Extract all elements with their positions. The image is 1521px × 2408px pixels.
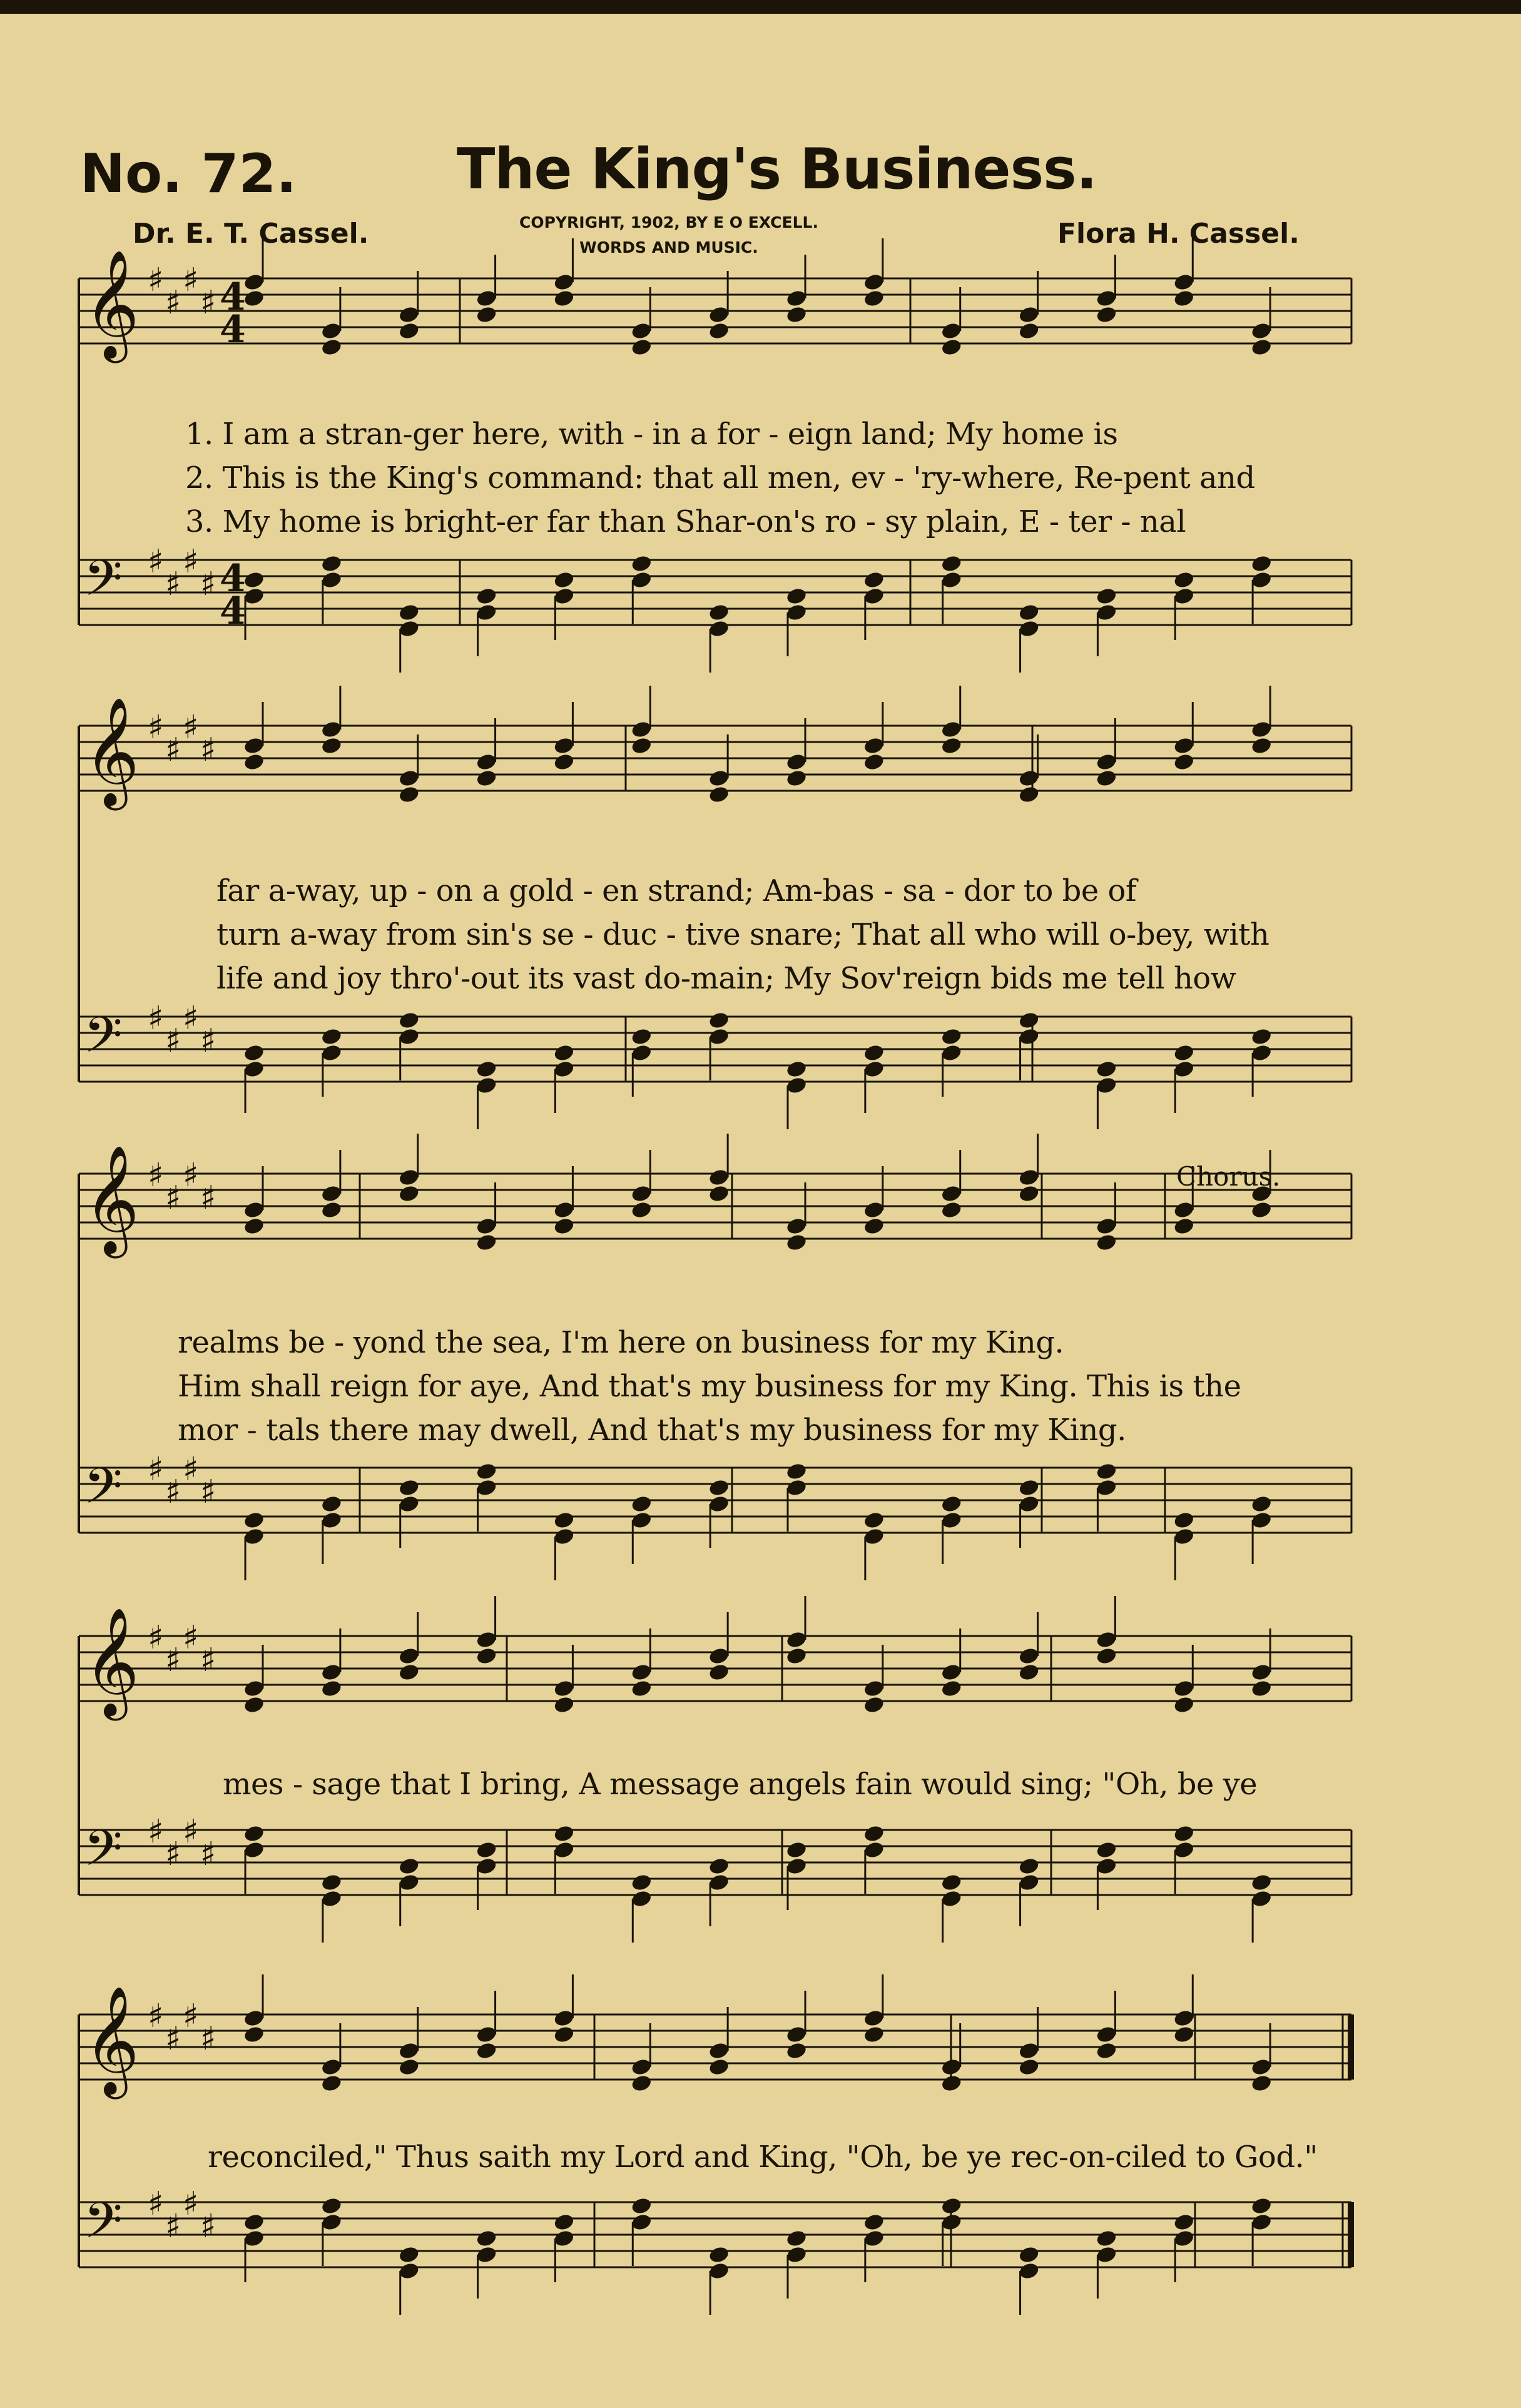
lyric-s2-verse3: life and joy thro'-out its vast do-main; My Sov'reign bids me tell how xyxy=(216,961,1236,996)
note-head xyxy=(398,2245,420,2265)
sharp-icon: ♯ xyxy=(183,543,199,581)
note-head xyxy=(940,1679,963,1699)
note-head xyxy=(398,785,420,805)
sharp-icon: ♯ xyxy=(148,543,164,581)
bass-clef-icon: 𝄢 xyxy=(84,549,123,619)
note-head xyxy=(1173,1695,1195,1715)
sharp-icon: ♯ xyxy=(200,2020,216,2058)
sharp-icon: ♯ xyxy=(200,284,216,322)
sharp-icon: ♯ xyxy=(165,1836,181,1873)
sharp-icon: ♯ xyxy=(148,1619,164,1657)
note-head xyxy=(1018,2058,1040,2077)
note-head xyxy=(940,338,963,357)
note-head xyxy=(630,1201,653,1220)
note-head xyxy=(1096,1841,1118,1860)
time-signature-bottom: 4 xyxy=(220,308,246,352)
note-head xyxy=(243,1511,265,1530)
note-head xyxy=(863,571,885,590)
time-signature-top: 4 xyxy=(220,557,246,601)
note-head xyxy=(630,2197,653,2216)
note-head xyxy=(1250,1027,1273,1047)
note-head xyxy=(785,305,808,325)
note-head xyxy=(1173,571,1195,590)
note-head xyxy=(553,289,576,308)
note-head xyxy=(320,1495,343,1514)
sharp-icon: ♯ xyxy=(148,1451,164,1488)
note-head xyxy=(785,1462,808,1481)
bass-clef-icon: 𝄢 xyxy=(84,1819,123,1889)
lyric-s3-verse2: Him shall reign for aye, And that's my business for my King. This is the xyxy=(178,1369,1241,1404)
note-head xyxy=(320,1201,343,1220)
note-head xyxy=(785,769,808,788)
note-head xyxy=(1096,305,1118,325)
note-head xyxy=(553,753,576,772)
note-head xyxy=(863,2213,885,2232)
note-head xyxy=(1250,1679,1273,1699)
note-head xyxy=(553,2025,576,2045)
note-head xyxy=(553,1695,576,1715)
note-head xyxy=(243,1824,265,1844)
sharp-icon: ♯ xyxy=(148,709,164,746)
note-head xyxy=(553,1217,576,1236)
sharp-icon: ♯ xyxy=(183,1157,199,1194)
sharp-icon: ♯ xyxy=(183,709,199,746)
lyricist-credit: Flora H. Cassel. xyxy=(1057,218,1300,250)
note-head xyxy=(1018,1184,1040,1204)
sharp-icon: ♯ xyxy=(183,262,199,299)
note-head xyxy=(1250,1873,1273,1892)
lyric-s3-verse3: mor - tals there may dwell, And that's my business for my King. xyxy=(178,1413,1126,1448)
note-head xyxy=(785,587,808,606)
bass-clef-icon: 𝄢 xyxy=(84,1457,123,1527)
sharp-icon: ♯ xyxy=(183,2185,199,2223)
note-head xyxy=(320,2074,343,2093)
note-head xyxy=(785,1647,808,1666)
sharp-icon: ♯ xyxy=(183,1451,199,1488)
sharp-icon: ♯ xyxy=(165,731,181,769)
note-head xyxy=(398,1857,420,1876)
time-signature-top: 4 xyxy=(220,275,246,319)
note-head xyxy=(398,2058,420,2077)
note-head xyxy=(553,2213,576,2232)
lyric-s5: reconciled," Thus saith my Lord and King, "Oh, be ye rec-on-ciled to God." xyxy=(208,2140,1318,2175)
sharp-icon: ♯ xyxy=(200,1642,216,1679)
final-bar-thick xyxy=(1348,2202,1354,2267)
note-head xyxy=(1096,1060,1118,1079)
note-head xyxy=(785,2041,808,2061)
note-head xyxy=(476,1841,498,1860)
treble-clef-icon: 𝄞 xyxy=(84,1986,140,2095)
note-head xyxy=(1250,2197,1273,2216)
note-head xyxy=(1096,587,1118,606)
composer-credit: Dr. E. T. Cassel. xyxy=(133,218,369,250)
note-head xyxy=(940,736,963,756)
treble-clef-icon: 𝄞 xyxy=(84,250,140,358)
note-head xyxy=(476,587,498,606)
note-head xyxy=(476,1233,498,1252)
note-head xyxy=(398,1478,420,1498)
note-head xyxy=(630,2074,653,2093)
sharp-icon: ♯ xyxy=(183,1000,199,1037)
lyric-s1-verse3: 3. My home is bright-er far than Shar-on's ro - sy plain, E - ter - nal xyxy=(185,504,1186,539)
note-head xyxy=(320,1873,343,1892)
note-head xyxy=(1173,1511,1195,1530)
sharp-icon: ♯ xyxy=(165,284,181,322)
sharp-icon: ♯ xyxy=(183,1998,199,2035)
lyric-s1-verse2: 2. This is the King's command: that all men, ev - 'ry-where, Re-pent and xyxy=(185,460,1255,495)
note-head xyxy=(1018,785,1040,805)
note-head xyxy=(1250,1495,1273,1514)
sharp-icon: ♯ xyxy=(200,1179,216,1217)
note-head xyxy=(708,603,730,622)
note-head xyxy=(1018,322,1040,341)
note-head xyxy=(398,1011,420,1030)
lyric-s2-verse1: far a-way, up - on a gold - en strand; Am-bas - sa - dor to be of xyxy=(216,873,1137,908)
note-head xyxy=(630,1873,653,1892)
sharp-icon: ♯ xyxy=(165,566,181,603)
note-head xyxy=(1173,2025,1195,2045)
note-head xyxy=(863,1824,885,1844)
note-head xyxy=(708,1857,730,1876)
note-head xyxy=(1250,736,1273,756)
treble-clef-icon: 𝄞 xyxy=(84,1607,140,1716)
note-head xyxy=(708,1663,730,1682)
note-head xyxy=(940,1495,963,1514)
sharp-icon: ♯ xyxy=(200,731,216,769)
note-head xyxy=(1173,289,1195,308)
note-head xyxy=(320,1679,343,1699)
note-head xyxy=(476,1060,498,1079)
note-head xyxy=(1173,753,1195,772)
note-head xyxy=(476,305,498,325)
note-head xyxy=(243,2213,265,2232)
chorus-label: Chorus. xyxy=(1176,1161,1281,1192)
note-head xyxy=(243,753,265,772)
treble-clef-icon: 𝄞 xyxy=(84,697,140,806)
note-head xyxy=(1173,1217,1195,1236)
note-head xyxy=(243,289,265,308)
note-head xyxy=(1250,2074,1273,2093)
note-head xyxy=(1096,769,1118,788)
note-head xyxy=(1018,1663,1040,1682)
note-head xyxy=(398,1663,420,1682)
lyric-s4: mes - sage that I bring, A message angels fain would sing; "Oh, be ye xyxy=(223,1767,1258,1802)
note-head xyxy=(320,2197,343,2216)
bass-clef-icon: 𝄢 xyxy=(84,2192,123,2262)
note-head xyxy=(708,2058,730,2077)
note-head xyxy=(1018,603,1040,622)
note-head xyxy=(1096,1233,1118,1252)
note-head xyxy=(1173,1044,1195,1063)
sharp-icon: ♯ xyxy=(200,2208,216,2245)
note-head xyxy=(863,753,885,772)
note-head xyxy=(1018,1857,1040,1876)
sharp-icon: ♯ xyxy=(183,1813,199,1851)
note-head xyxy=(243,1217,265,1236)
final-bar-thick xyxy=(1348,2014,1354,2080)
note-head xyxy=(630,1495,653,1514)
note-head xyxy=(1096,2229,1118,2248)
note-head xyxy=(940,2074,963,2093)
sharp-icon: ♯ xyxy=(200,1473,216,1511)
note-head xyxy=(1018,2245,1040,2265)
note-head xyxy=(553,1824,576,1844)
note-head xyxy=(708,1478,730,1498)
note-head xyxy=(940,554,963,574)
note-head xyxy=(630,554,653,574)
note-head xyxy=(1096,1647,1118,1666)
sharp-icon: ♯ xyxy=(165,2208,181,2245)
note-head xyxy=(243,1695,265,1715)
note-head xyxy=(320,554,343,574)
copyright-line-2: WORDS AND MUSIC. xyxy=(579,238,758,257)
note-head xyxy=(476,769,498,788)
treble-clef-icon: 𝄞 xyxy=(84,1145,140,1254)
note-head xyxy=(1250,1201,1273,1220)
note-head xyxy=(1250,338,1273,357)
note-head xyxy=(863,1695,885,1715)
lyric-s3-verse1: realms be - yond the sea, I'm here on business for my King. xyxy=(178,1325,1064,1360)
note-head xyxy=(863,2025,885,2045)
note-head xyxy=(863,1044,885,1063)
note-head xyxy=(630,338,653,357)
sharp-icon: ♯ xyxy=(165,1473,181,1511)
note-head xyxy=(553,1044,576,1063)
note-head xyxy=(320,338,343,357)
note-head xyxy=(863,1511,885,1530)
note-head xyxy=(1096,2041,1118,2061)
sharp-icon: ♯ xyxy=(148,1157,164,1194)
note-head xyxy=(940,1873,963,1892)
hymn-number: No. 72. xyxy=(80,143,297,205)
note-head xyxy=(940,2197,963,2216)
note-head xyxy=(1018,1478,1040,1498)
note-head xyxy=(785,1233,808,1252)
note-head xyxy=(940,1201,963,1220)
note-head xyxy=(785,2229,808,2248)
note-head xyxy=(630,1679,653,1699)
sharp-icon: ♯ xyxy=(165,1179,181,1217)
note-head xyxy=(398,322,420,341)
sharp-icon: ♯ xyxy=(148,1813,164,1851)
note-head xyxy=(320,736,343,756)
note-head xyxy=(320,1027,343,1047)
note-head xyxy=(708,785,730,805)
note-head xyxy=(785,1060,808,1079)
note-head xyxy=(863,289,885,308)
note-head xyxy=(785,1841,808,1860)
note-head xyxy=(1173,1824,1195,1844)
note-head xyxy=(1173,2213,1195,2232)
sharp-icon: ♯ xyxy=(148,2185,164,2223)
note-head xyxy=(476,2041,498,2061)
note-head xyxy=(1250,554,1273,574)
sharp-icon: ♯ xyxy=(165,2020,181,2058)
lyric-s2-verse2: turn a-way from sin's se - duc - tive snare; That all who will o-bey, with xyxy=(216,917,1269,952)
note-head xyxy=(243,2025,265,2045)
note-head xyxy=(1018,1011,1040,1030)
sharp-icon: ♯ xyxy=(200,566,216,603)
sharp-icon: ♯ xyxy=(200,1022,216,1060)
sharp-icon: ♯ xyxy=(148,262,164,299)
note-head xyxy=(243,571,265,590)
sharp-icon: ♯ xyxy=(148,1000,164,1037)
sharp-icon: ♯ xyxy=(200,1836,216,1873)
note-head xyxy=(476,1647,498,1666)
sharp-icon: ♯ xyxy=(165,1022,181,1060)
note-head xyxy=(630,736,653,756)
hymn-title: The King's Business. xyxy=(457,136,1097,202)
note-head xyxy=(863,1217,885,1236)
note-head xyxy=(708,2245,730,2265)
sharp-icon: ♯ xyxy=(148,1998,164,2035)
note-head xyxy=(1096,1462,1118,1481)
note-head xyxy=(476,2229,498,2248)
note-head xyxy=(708,1184,730,1204)
note-head xyxy=(708,322,730,341)
bass-clef-icon: 𝄢 xyxy=(84,1006,123,1076)
note-head xyxy=(398,1184,420,1204)
note-head xyxy=(476,1462,498,1481)
sharp-icon: ♯ xyxy=(183,1619,199,1657)
copyright-line-1: COPYRIGHT, 1902, BY E O EXCELL. xyxy=(519,213,818,231)
note-head xyxy=(553,1511,576,1530)
lyric-s1-verse1: 1. I am a stran-ger here, with - in a for - eign land; My home is xyxy=(185,417,1118,452)
time-signature-bottom: 4 xyxy=(220,589,246,633)
note-head xyxy=(940,1027,963,1047)
note-head xyxy=(630,1027,653,1047)
note-head xyxy=(708,1011,730,1030)
note-head xyxy=(553,571,576,590)
sharp-icon: ♯ xyxy=(165,1642,181,1679)
note-head xyxy=(398,603,420,622)
note-head xyxy=(243,1044,265,1063)
